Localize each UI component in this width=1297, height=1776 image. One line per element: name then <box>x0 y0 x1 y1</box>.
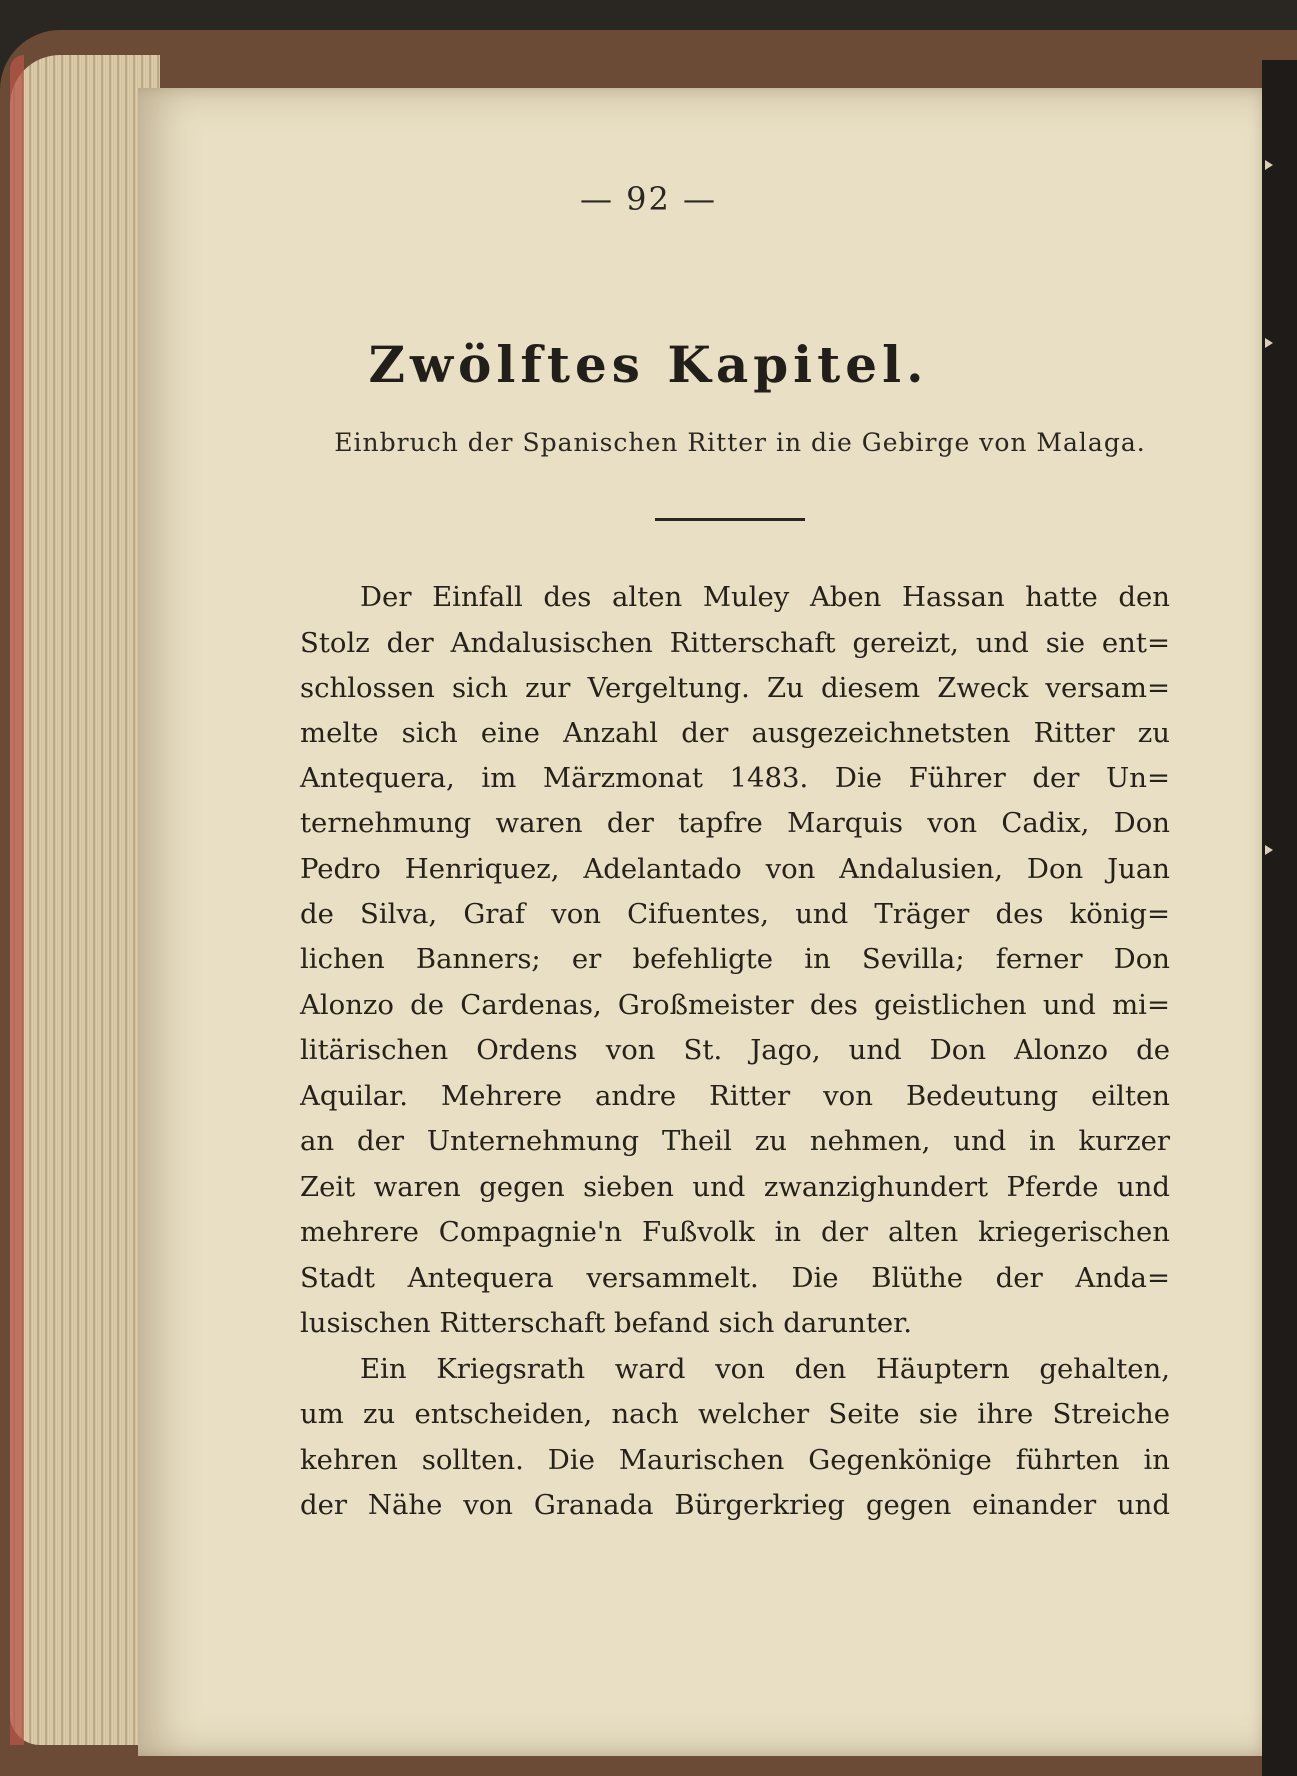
text-line: de Silva, Graf von Cifuentes, und Träger des könig= <box>300 898 1170 930</box>
text-line: kehren sollten. Die Maurischen Gegenkönige führten in <box>300 1444 1170 1476</box>
text-line: lusischen Ritterschaft befand sich darunter. <box>300 1307 913 1339</box>
text-line: melte sich eine Anzahl der ausgezeichnetsten Ritter zu <box>300 717 1170 749</box>
text-line: Zeit waren gegen sieben und zwanzighundert Pferde und <box>300 1171 1170 1203</box>
text-line: mehrere Compagnie'n Fußvolk in der alten kriegerischen <box>300 1216 1170 1248</box>
chapter-title: Zwölftes Kapitel. <box>368 335 929 394</box>
chapter-subtitle: Einbruch der Spanischen Ritter in die Gebirge von Malaga. <box>334 428 1146 457</box>
text-line: Stadt Antequera versammelt. Die Blüthe der Anda= <box>300 1262 1170 1294</box>
red-page-edge <box>10 55 24 1745</box>
text-line: Stolz der Andalusischen Ritterschaft gereizt, und sie ent= <box>300 627 1170 659</box>
divider-rule <box>655 518 805 521</box>
page-gutter-shadow <box>1262 60 1297 1776</box>
text-line: an der Unternehmung Theil zu nehmen, und in kurzer <box>300 1125 1170 1157</box>
text-line: Antequera, im Märzmonat 1483. Die Führer der Un= <box>300 762 1170 794</box>
text-line: Pedro Henriquez, Adelantado von Andalusien, Don Juan <box>300 853 1170 885</box>
text-line: Ein Kriegsrath ward von den Häuptern gehalten, <box>360 1353 1170 1385</box>
text-line: Alonzo de Cardenas, Großmeister des geistlichen und mi= <box>300 989 1170 1021</box>
text-line: schlossen sich zur Vergeltung. Zu diesem Zweck versam= <box>300 672 1170 704</box>
margin-mark <box>1265 845 1273 855</box>
text-line: litärischen Ordens von St. Jago, und Don Alonzo de <box>300 1034 1170 1066</box>
text-line: der Nähe von Granada Bürgerkrieg gegen einander und <box>300 1489 1170 1521</box>
page-number: — 92 — <box>579 180 718 218</box>
text-line: Aquilar. Mehrere andre Ritter von Bedeutung eilten <box>300 1080 1170 1112</box>
margin-mark <box>1265 160 1273 170</box>
text-line: Der Einfall des alten Muley Aben Hassan hatte den <box>360 581 1170 613</box>
text-line: lichen Banners; er befehligte in Sevilla; ferner Don <box>300 943 1170 975</box>
text-line: ternehmung waren der tapfre Marquis von Cadix, Don <box>300 807 1170 839</box>
text-line: um zu entscheiden, nach welcher Seite sie ihre Streiche <box>300 1398 1170 1430</box>
